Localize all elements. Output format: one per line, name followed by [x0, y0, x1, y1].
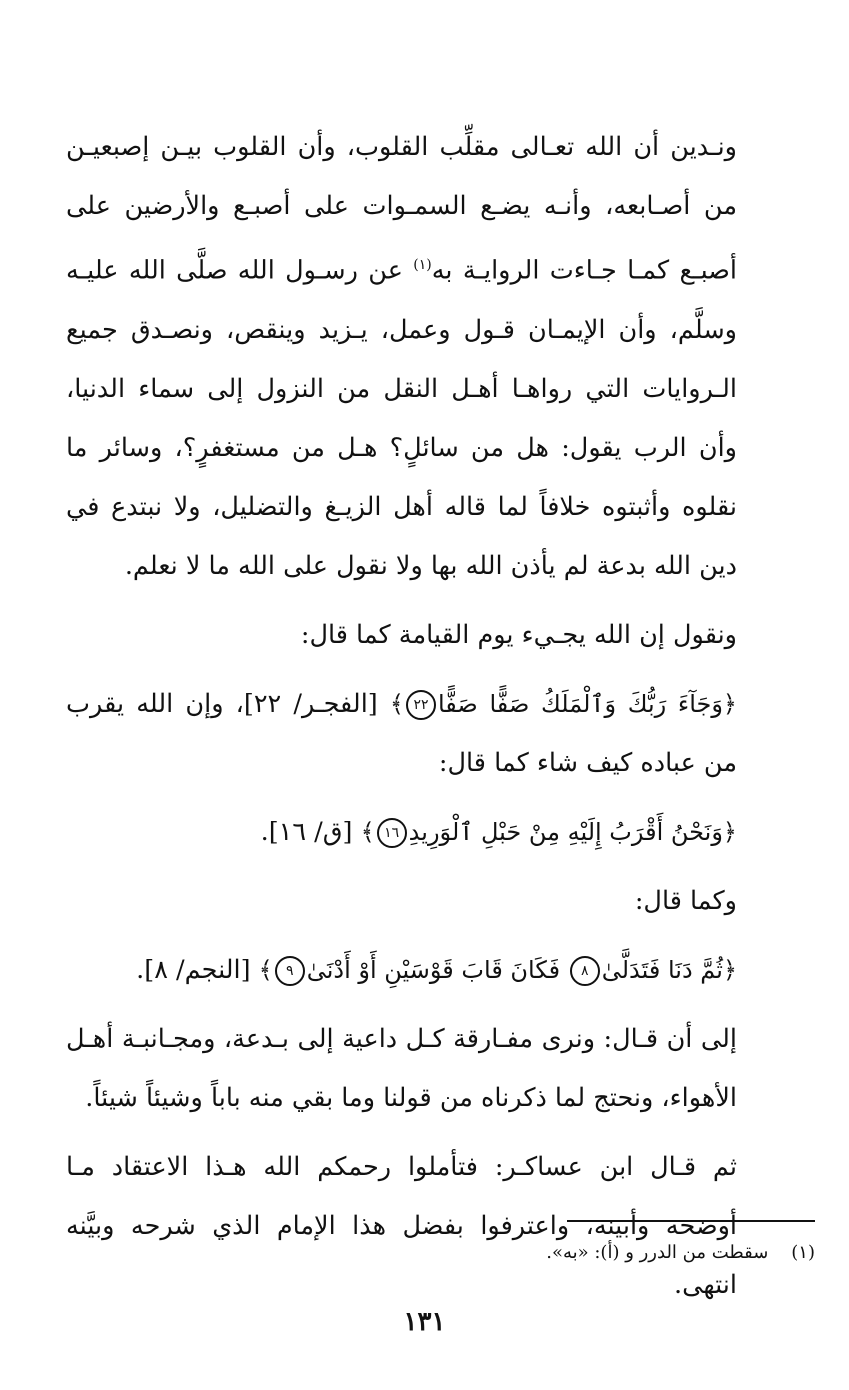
paragraph-7-text: إلى أن قـال: ونرى مفـارقة كـل داعية إلى بـدعة، ومجـانبـة أهـل الأهواء، ونحتج لما ذكرناه من قولنا وما بقي منه باباً وشيئاً شيئاً. [66, 1023, 737, 1113]
quran-bracket-close: ﴾ [258, 955, 273, 984]
paragraph-4 [66, 803, 783, 862]
paragraph-3-reference: [الفجـر/ ٢٢]، وإن الله يقرب من عباده كيف شاء كما قال: [66, 688, 737, 778]
quran-verse-najm-a: ﴿ثُمَّ دَنَا فَتَدَلَّىٰ [601, 955, 737, 984]
main-text [66, 118, 783, 1315]
paragraph-6-reference: [النجم/ ٨]. [136, 954, 259, 985]
verse-number-badge: ٨ [570, 956, 600, 986]
footnote [546, 1240, 815, 1266]
paragraph-1 [66, 118, 783, 596]
verse-number-badge: ٩ [275, 956, 305, 986]
verse-number-badge: ٢٢ [406, 690, 436, 720]
quran-verse-fajr: ﴿وَجَآءَ رَبُّكَ وَٱلْمَلَكُ صَفًّا صَفًّا [437, 689, 737, 718]
quran-verse-najm-b: فَكَانَ قَابَ قَوْسَيْنِ أَوْ أَدْنَىٰ [306, 955, 568, 984]
verse-number-badge: ١٦ [377, 818, 407, 848]
paragraph-1-text: ونـدين أن الله تعـالى مقلِّب القلوب، وأن القلوب بيـن إصبعيـن من أصـابعه، وأنـه يضـع السمـوات على أصبـع والأرضين على أصبـع كمـا جـاءت الروايـة به [66, 132, 737, 286]
paragraph-2-text: ونقول إن الله يجـيء يوم القيامة كما قال: [300, 619, 737, 650]
paragraph-5 [66, 872, 783, 931]
quran-verse-qaf: ﴿وَنَحْنُ أَقْرَبُ إِلَيْهِ مِنْ حَبْلِ ٱلْوَرِيدِ [408, 817, 737, 846]
footnote-marker: (١) [413, 257, 432, 273]
paragraph-8 [66, 1138, 783, 1315]
page-number: ١٣١ [403, 1307, 446, 1337]
footnote-number: (١) [791, 1242, 815, 1263]
paragraph-8-text: ثم قـال ابن عساكـر: فتأملوا رحمكم الله هـذا الاعتقاد مـا أوضحه وأبينه، واعترفوا بفضل هذا الإمام الذي شرحه وبيَّنه انتهى. [66, 1151, 737, 1300]
footnote-divider [567, 1220, 815, 1222]
footnote-text: سقطت من الدرر و (أ): «به». [546, 1242, 769, 1263]
quran-bracket-close: ﴾ [360, 817, 375, 846]
paragraph-5-text: وكما قال: [634, 885, 737, 916]
paragraph-6 [66, 941, 783, 1000]
paragraph-3 [66, 675, 783, 793]
paragraph-7 [66, 1010, 783, 1128]
quran-bracket-close: ﴾ [389, 689, 404, 718]
paragraph-1-continuation: عن رسـول الله صلَّى الله عليـه وسلَّم، وأن الإيمـان قـول وعمل، يـزيد وينقص، ونصـدق جميع الـروايات التي رواهـا أهـل النقل من النزول إلى سماء الدنيا، وأن الرب يقول: هل من سائلٍ؟ هـل من مستغفرٍ؟، وسائر ما نقلوه وأثبتوه خلافاً لما قاله أهل الزيـغ والتضليل، ولا نبتدع في دين الله بدعة لم يأذن الله بها ولا نقول على الله ما لا نعلم. [66, 255, 737, 581]
paragraph-2 [66, 606, 783, 665]
paragraph-4-reference: [ق/ ١٦]. [260, 816, 361, 847]
